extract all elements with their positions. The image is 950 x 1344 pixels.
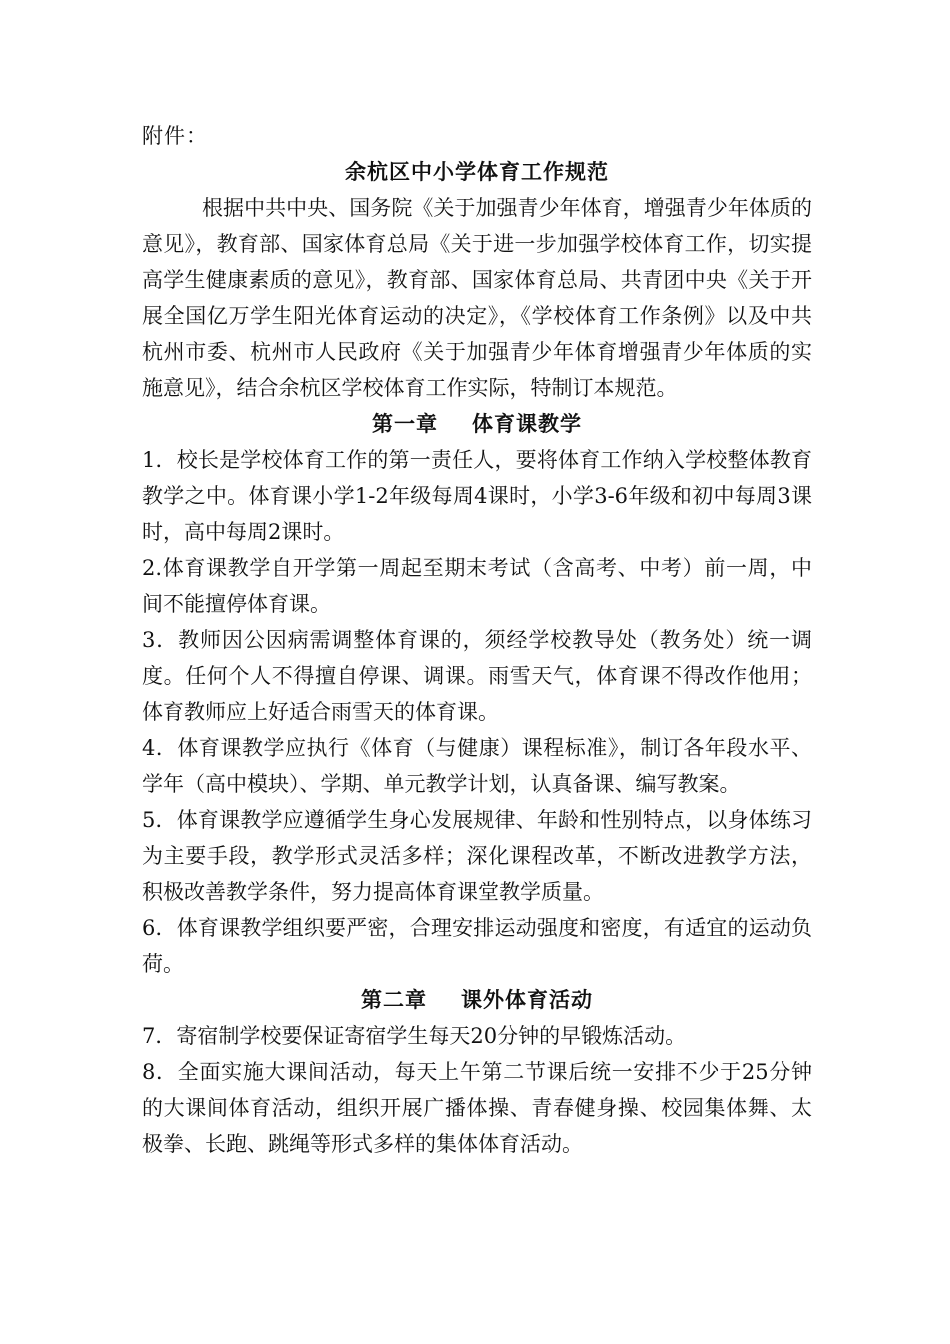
article-8: 8．全面实施大课间活动，每天上午第二节课后统一安排不少于25分钟的大课间体育活动，组织开展广播体操、青春健身操、校园集体舞、太极拳、长跑、跳绳等形式多样的集体体育活动。 (142, 1060, 812, 1156)
chapter-2-number: 第二章 (361, 988, 427, 1012)
intro-paragraph: 根据中共中央、国务院《关于加强青少年体育，增强青少年体质的意见》，教育部、国家体育总局《关于进一步加强学校体育工作，切实提高学生健康素质的意见》，教育部、国家体育总局、共青团中央《关于开展全国亿万学生阳光体育运动的决定》，《学校体育工作条例》以及中共杭州市委、杭州市人民政府《关于加强青少年体育增强青少年体质的实施意见》，结合余杭区学校体育工作实际，特制订本规范。 (142, 196, 812, 400)
chapter-1-name: 体育课教学 (472, 412, 582, 436)
document-title: 余杭区中小学体育工作规范 (345, 160, 609, 184)
attachment-label: 附件： (142, 124, 208, 148)
article-3: 3．教师因公因病需调整体育课的，须经学校教导处（教务处）统一调度。任何个人不得擅自停课、调课。雨雪天气，体育课不得改作他用；体育教师应上好适合雨雪天的体育课。 (142, 628, 812, 724)
chapter-1-number: 第一章 (372, 412, 438, 436)
article-6: 6．体育课教学组织要严密，合理安排运动强度和密度，有适宜的运动负荷。 (142, 916, 812, 976)
article-7: 7．寄宿制学校要保证寄宿学生每天20分钟的早锻炼活动。 (142, 1024, 687, 1048)
chapter-2-name: 课外体育活动 (461, 988, 593, 1012)
article-2: 2.体育课教学自开学第一周起至期末考试（含高考、中考）前一周，中间不能擅停体育课。 (142, 556, 812, 616)
chapter-2-heading (142, 982, 812, 1018)
article-4: 4．体育课教学应执行《体育（与健康）课程标准》，制订各年段水平、学年（高中模块）、学期、单元教学计划，认真备课、编写教案。 (142, 736, 812, 796)
chapter-1-heading (142, 406, 812, 442)
article-5: 5．体育课教学应遵循学生身心发展规律、年龄和性别特点，以身体练习为主要手段，教学形式灵活多样；深化课程改革，不断改进教学方法，积极改善教学条件，努力提高体育课堂教学质量。 (142, 808, 812, 904)
document-page (142, 118, 812, 1162)
article-1: 1．校长是学校体育工作的第一责任人，要将体育工作纳入学校整体教育教学之中。体育课小学1-2年级每周4课时，小学3-6年级和初中每周3课时，高中每周2课时。 (142, 448, 812, 544)
